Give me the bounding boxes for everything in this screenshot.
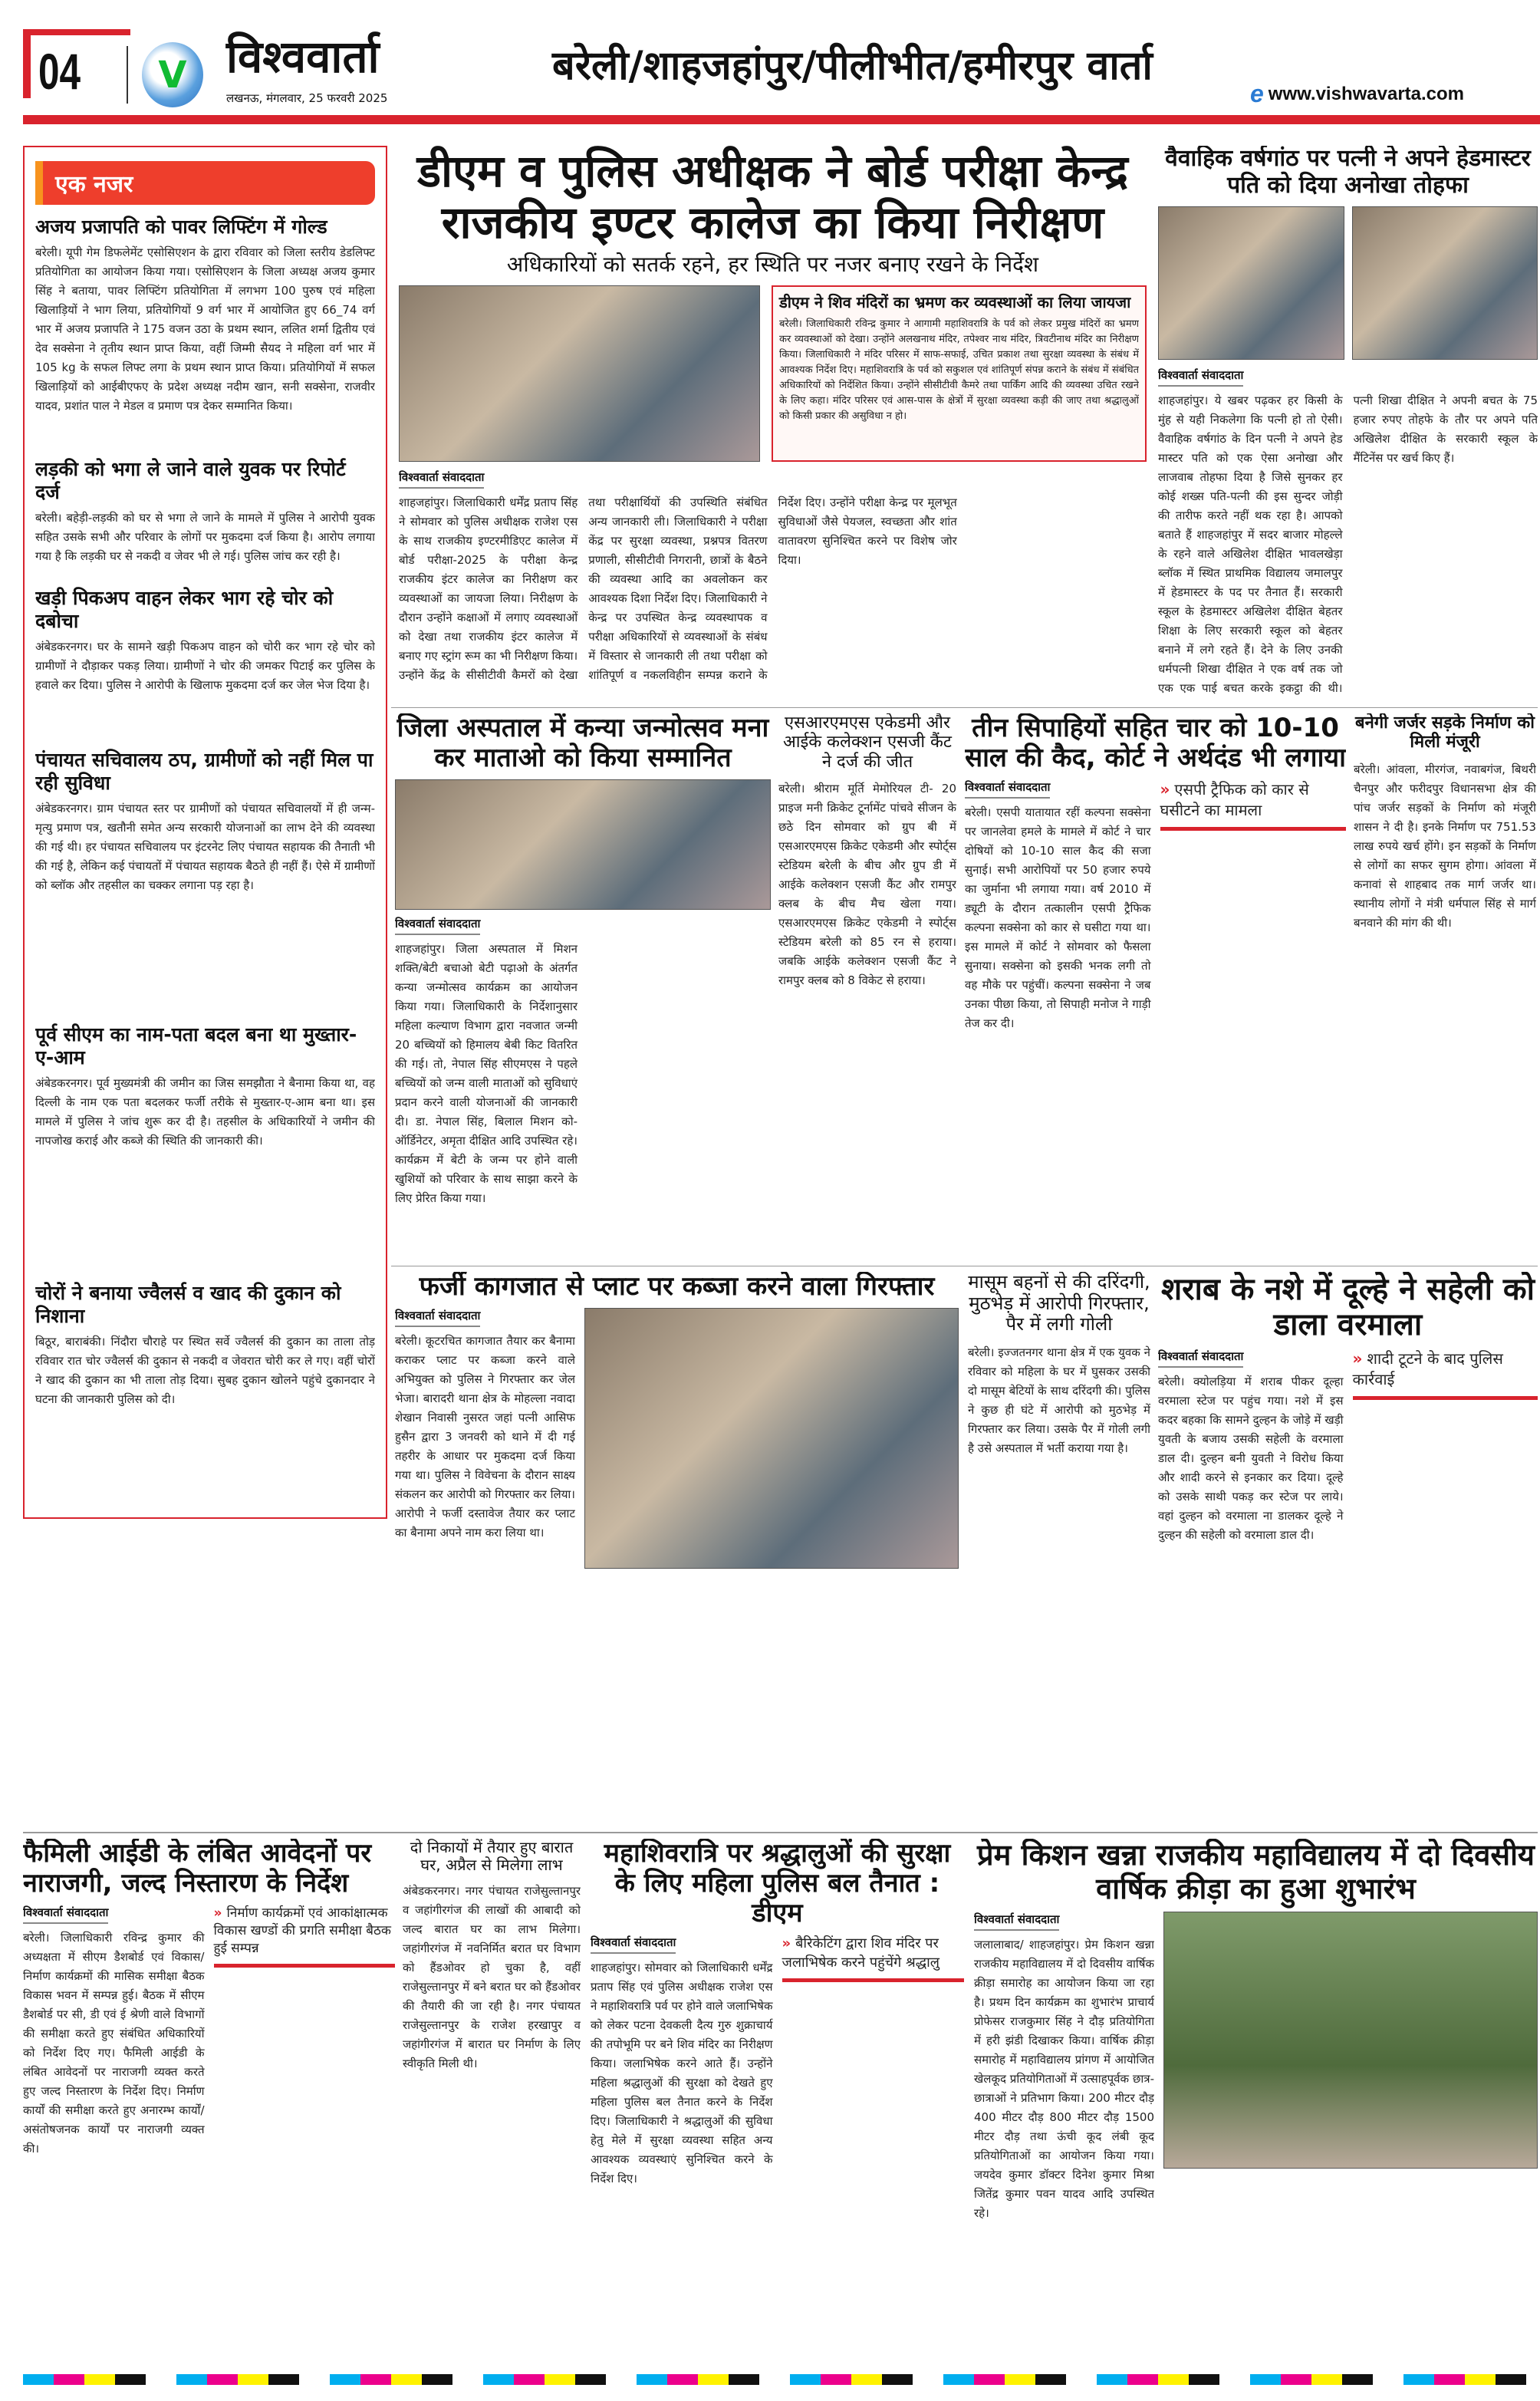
lead-subhead: अधिकारियों को सतर्क रहने, हर स्थिति पर नजर बनाए रखने के निर्देश: [506, 252, 1039, 278]
court-headline: तीन सिपाहियों सहित चार को 10-10 साल की कैद, कोर्ट ने अर्थदंड भी लगाया: [965, 713, 1346, 774]
hospital-body-wrap: [395, 916, 771, 1260]
cricket-story: [778, 713, 956, 1260]
brief-cm-land: [35, 1019, 375, 1277]
sports-day-body: जलालाबाद/ शाहजहांपुर। प्रेम किशन खन्ना राजकीय महाविद्यालय में दो दिवसीय वार्षिक क्रीड़ा समारोह का आयोजन किया जा रहा है। प्रथम दिन कार्यक्रम का शुभारंभ प्राचार्य प्रोफेसर राजकुमार सिंह ने दौड़ प्रतियोगिता में हरी झंडी दिखाकर किया। वार्षिक क्रीड़ा समारोह में महाविद्यालय प्रांगण में आयोजित खेलकूद प्रतियोगिताओं में उत्साहपूर्वक छात्र-छात्राओं ने प्रतिभाग किया। 200 मीटर दौड़ 400 मीटर दौड़ 800 मीटर दौड़ 1500 मीटर दौड़ तथा ऊंची कूद लंबी कूद प्रतियोगिताओं का आयोजन किया गया। जयदेव कुमार डॉक्टर दिनेश कुमार मिश्रा जितेंद्र कुमार पवन यादव आदि उपस्थित रहे।: [974, 1938, 1154, 2221]
byline: विश्ववार्ता संवाददाता: [965, 779, 1050, 799]
court-body-wrap: [965, 779, 1151, 1260]
anniversary-photo-1: [1158, 206, 1344, 360]
court-body: बरेली। एसपी यातायात रहीं कल्पना सक्सेना पर जानलेवा हमले के मामले में कोर्ट ने चार दोषियों को 10-10 साल कैद की सजा सुनाई। सभी आरोपियों पर 50 हजार रुपये का जुर्माना भी लगाया गया। वर्ष 2010 में ड्यूटी के दौरान तत्कालीन एसपी ट्रैफिक कल्पना सक्सेना को कार से घसीटा गया था। इस मामले में कोर्ट ने सोमवार को फैसला सुनाया। सक्सेना को इसकी भनक लगी तो वह मौके पर पहुंचीं। कल्पना सक्सेना ने जब उनका पीछा किया, तो सिपाही मनोज ने गाड़ी तेज कर दी।: [965, 805, 1151, 1031]
wedding-columns: [1158, 1349, 1538, 1824]
brief-body: बरेली। बहेड़ी-लड़की को घर से भगा ले जाने के मामले में पुलिस ने आरोपी युवक सहित उसके सभी और परिवार के लोगों पर मुकदमा दर्ज किया है। आरोप लगाया गया है कि लड़की घर से नकदी व जेवर भी ले गई। पुलिस जांच कर रही है।: [35, 510, 375, 563]
pull-text: बैरिकेटिंग द्वारा शिव मंदिर पर जलाभिषेक करने पहुंचेंगे श्रद्धालु: [782, 1935, 939, 1971]
shivratri-headline: महाशिवरात्रि पर श्रद्धालुओं की सुरक्षा के लिए महिला पुलिस बल तैनात : डीएम: [604, 1839, 951, 1929]
chevron-icon: »: [1160, 780, 1170, 799]
fraud-body-wrap: [395, 1308, 575, 1824]
lead-story: [399, 146, 1147, 702]
roads-story: [1354, 713, 1536, 1260]
cricket-body: बरेली। श्रीराम मूर्ति मेमोरियल टी- 20 प्राइज मनी क्रिकेट टूर्नामेंट पांचवे सीजन के छठे दिन सोमवार को ग्रुप बी में एसआरएमएस क्रिकेट एकेडमी और स्पोर्ट्स स्टेडियम बरेली के बीच और ग्रुप डी में आईके कलेक्शन एसजी कैंट और रामपुर क्लब के बीच मैच खेला गया। एसआरएमएस क्रिकेट एकेडमी ने स्पोर्ट्स स्टेडियम बरेली को 85 रन से हराया। जबकि आईके कलेक्शन एसजी कैंट ने रामपुर क्लब को 8 विकेट से हराया।: [778, 781, 956, 987]
brief-headline: पंचायत सचिवालय ठप, ग्रामीणों को नहीं मिल पा रही सुविधा: [35, 749, 373, 795]
box-body: बरेली। जिलाधिकारी रविन्द्र कुमार ने आगामी महाशिवरात्रि के पर्व को लेकर प्रमुख मंदिरों का भ्रमण कर व्यवस्थाओं को देखा। उन्होंने अलखनाथ मंदिर, तपेश्वर नाथ मंदिर, त्रिवटीनाथ मंदिर का निरीक्षण किया। जिलाधिकारी ने मंदिर परिसर में साफ-सफाई, उचित प्रकाश तथा सुरक्षा व्यवस्था के संबंध में आवश्यक निर्देश दिए। महाशिवरात्रि के पर्व को सकुशल एवं शांतिपूर्ण संपन्न कराने के संबंध में संबंधित अधिकारियों को निर्देशित किया। उन्होंने सीसीटीवी कैमरे तथा पार्किंग आदि की व्यवस्था उचित रखने के लिए कहा। मंदिर परिसर एवं आस-पास के क्षेत्रों में सुरक्षा व्यवस्था कड़ी की जाए तथा श्रद्धालुओं को किसी प्रकार की असुविधा न हो।: [779, 318, 1139, 422]
family-id-side-column: [214, 1905, 396, 2366]
sisters-body: बरेली। इज्जतनगर थाना क्षेत्र में एक युवक ने रविवार को महिला के घर में घुसकर उसकी दो मासूम बेटियों के साथ दरिंदगी की। पुलिस ने कुछ ही घंटे में आरोपी को मुठभेड़ में गिरफ्तार कर लिया। उसके पैर में गोली लगी है उसे अस्पताल में भर्ती कराया गया है।: [968, 1345, 1150, 1455]
print-registration-strip: [23, 2374, 1538, 2385]
paper-name: विश्ववार्ता: [226, 31, 380, 83]
sports-day-columns: [974, 1912, 1538, 2366]
nikay-headline: दो निकायों में तैयार हुए बारात घर, अप्रैल से मिलेगा लाभ: [410, 1839, 574, 1874]
wedding-headline: शराब के नशे में दूल्हे ने सहेली को डाला वरमाला: [1160, 1272, 1535, 1342]
brief-theft: [35, 1277, 375, 1504]
shivratri-pull-quote: [782, 1935, 965, 1982]
brief-headline: लड़की को भगा ले जाने वाले युवक पर रिपोर्ट दर्ज: [35, 457, 346, 503]
brief-headline: अजय प्रजापति को पावर लिफ्टिंग में गोल्ड: [35, 216, 327, 238]
brief-ajay: [35, 211, 375, 453]
family-id-columns: [23, 1905, 395, 2366]
anniversary-story: [1158, 146, 1538, 702]
court-columns: [965, 779, 1346, 1260]
shivratri-body: शाहजहांपुर। सोमवार को जिलाधिकारी धर्मेंद्र प्रताप सिंह एवं पुलिस अधीक्षक राजेश एस ने महाशिवरात्रि पर्व पर होने वाले जलाभिषेक को लेकर पटना देवकली दैत्य गुरु शुक्राचार्य की तपोभूमि पर बने शिव मंदिर का निरीक्षण किया। जलाभिषेक करने आते हैं। उन्होंने महिला श्रद्धालुओं की सुरक्षा को देखते हुए महिला पुलिस बल तैनात करने के निर्देश दिए। जिलाधिकारी ने श्रद्धालुओं की सुविधा हेतु मेले में सुरक्षा व्यवस्था सहित अन्य आवश्यक व्यवस्थाएं सुनिश्चित करने के निर्देश दिए।: [591, 1961, 773, 2186]
family-id-pull-quote: [214, 1905, 396, 1968]
brief-pickup: [35, 582, 375, 744]
family-id-story: [23, 1839, 395, 2366]
brief-headline: खड़ी पिकअप वाहन लेकर भाग रहे चोर को दबोचा: [35, 587, 334, 633]
nikay-body: अंबेडकरनगर। नगर पंचायत राजेसुल्तानपुर व जहांगीरगंज की लाखों की आबादी को जल्द बारात घर का लाभ मिलेगा। जहांगीरगंज में नवनिर्मित बरात घर विभाग को हैंडओवर हो चुका है, वहीं राजेसुल्तानपुर में बने बरात घर को हैंडओवर की तैयारी की जा रही है। नगर पंचायत राजेसुल्तानपुर के राजेश हरखापुर व जहांगीरगंज में बारात घर निर्माण के लिए स्वीकृति मिली थी।: [403, 1884, 581, 2070]
lead-body: शाहजहांपुर। जिलाधिकारी धर्मेंद्र प्रताप सिंह ने सोमवार को पुलिस अधीक्षक राजेश एस के साथ राजकीय इण्टरमीडिएट कालेज में बोर्ड परीक्षा-2025 के परीक्षा केन्द्र राजकीय इंटर कालेज का निरीक्षण कर व्यवस्थाओं का जायजा लिया। निरीक्षण के दौरान उन्होंने कक्षाओं में लगाए व्यवस्थाओं को देखा तथा राजकीय इंटर कालेज में बनाए गए स्ट्रांग रूम का भी निरीक्षण किया। उन्होंने केंद्र के सीसीटीवी कैमरों को देखा तथा परीक्षार्थियों की उपस्थिति संबंधित अन्य जानकारी ली। जिलाधिकारी ने परीक्षा केंद्र पर सुरक्षा व्यवस्था, प्रश्नपत्र वितरण प्रणाली, सीसीटीवी निगरानी, छात्रों के बैठने की व्यवस्था आदि का अवलोकन कर आवश्यक दिशा निर्देश दिए। जिलाधिकारी ने केन्द्र पर उपस्थित केन्द्र व्यवस्थापक व परीक्षा अधिकारियों से व्यवस्थाओं के संबंध में विस्तार से जानकारी ली तथा परीक्षा को शांतिपूर्ण व नकलविहीन सम्पन्न कराने के निर्देश दिए। उन्होंने परीक्षा केन्द्र पर मूलभूत सुविधाओं जैसे पेयजल, स्वच्छता और शांत वातावरण सुनिश्चित करने पर विशेष जोर दिया।: [399, 495, 957, 682]
row-divider: [391, 707, 1538, 708]
brief-girl: [35, 453, 375, 583]
anniversary-headline: वैवाहिक वर्षगांठ पर पत्नी ने अपने हेडमास्टर पति को दिया अनोखा तोहफा: [1165, 146, 1531, 199]
shivratri-columns: [591, 1935, 964, 2366]
fraud-photo: [584, 1308, 959, 1569]
ek-nazar-column: [23, 146, 387, 1519]
fraud-columns: [395, 1308, 959, 1824]
wedding-story: [1158, 1272, 1538, 1824]
fraud-headline: फर्जी कागजात से प्लाट पर कब्जा करने वाला गिरफ्तार: [419, 1272, 935, 1302]
hospital-story: [395, 713, 771, 1260]
nikay-story: [403, 1839, 581, 2366]
byline: विश्ववार्ता संवाददाता: [974, 1912, 1059, 1931]
header-divider: [127, 46, 128, 104]
shivratri-story: [591, 1839, 964, 2366]
byline: विश्ववार्ता संवाददाता: [591, 1935, 676, 1954]
wedding-body: बरेली। क्योलड़िया में शराब पीकर दूल्हा वरमाला स्टेज पर पहुंच गया। नशे में इस कदर बहका कि सामने दुल्हन के जोड़े में खड़ी युवती के बजाय उसकी सहेली के वरमाला डाल दी। दुल्हन बनी युवती ने विरोध किया और शादी करने से इनकार कर दिया। दूल्हे को उसके साथी पकड़ कर स्टेज पर लाये। वहां दुल्हन को वरमाला ना डालकर दूल्हे ने दुल्हन की सहेली को वरमाला डाल दी।: [1158, 1375, 1344, 1542]
court-story: [965, 713, 1346, 1260]
brief-body: बरेली। यूपी गेम डिफलेमेंट एसोसिएशन के द्वारा रविवार को जिला स्तरीय डेडलिफ्ट प्रतियोगिता का आयोजन किया गया। एसोसिएशन के जिला अध्यक्ष अजय कुमार सिंह ने बताया, पावर लिफ्टिंग प्रतियोगिता में लगभग 100 पुरुष एवं महिला खिलाड़ियों ने भाग लिया, प्रतियोगियों 9 वर्ग भार में आयोजित हुए 66_74 वर्ग भार में अजय प्रजापति ने 175 वजन उठा के प्रथम स्थान, ललित शर्मा द्वितीय एवं देव सक्सेना ने तृतीय स्थान प्राप्त किया, वहीं जिम्मी सैयद ने महिला वर्ग भार में 105 kg के सफल लिफ्ट लगा के प्रथम स्थान प्राप्त किया। प्रतियोगियों में सफल खिलाड़ियों को आईबीएफए के प्रदेश अध्यक्ष नदीम खान, सनी सक्सेना, राजवीर यादव, प्रशांत पाल ने मेडल व प्रमाण पत्र देकर सम्मानित किया।: [35, 245, 375, 413]
chevron-icon: »: [782, 1935, 791, 1952]
sports-day-photo: [1163, 1912, 1538, 2169]
cricket-headline: एसआरएमएस एकेडमी और आईके कलेक्शन एसजी कैंट ने दर्ज की जीत: [782, 713, 952, 772]
lead-photo: [399, 285, 760, 462]
brief-body: बिठूर, बाराबंकी। निंदौरा चौराहे पर स्थित सर्वे ज्वैलर्स की दुकान का ताला तोड़ रविवार रात चोर ज्वैलर्स की दुकान से नकदी व जेवरात चोरी कर ले गए। वहीं चोरों ने खाद की दुकान का भी ताला तोड़ दिया। सुबह दुकान खोलने पहुंचे दुकानदार ने घटना की जानकारी पुलिस को दी।: [35, 1335, 375, 1407]
hospital-photo: [395, 779, 771, 910]
wedding-body-wrap: [1158, 1349, 1344, 1824]
sports-day-headline: प्रेम किशन खन्ना राजकीय महाविद्यालय में दो दिवसीय वार्षिक क्रीड़ा का हुआ शुभारंभ: [977, 1839, 1535, 1905]
family-id-headline: फैमिली आईडी के लंबित आवेदनों पर नाराजगी, जल्द निस्तारण के निर्देश: [23, 1839, 372, 1899]
brief-body: अंबेडकरनगर। घर के सामने खड़ी पिकअप वाहन को चोरी कर भाग रहे चोर को ग्रामीणों ने दौड़ाकर पकड़ लिया। ग्रामीणों ने चोर की जमकर पिटाई कर पुलिस के हवाले कर दिया। पुलिस ने आरोपी के खिलाफ मुकदमा दर्ज कर जेल भेज दिया है।: [35, 640, 375, 693]
fraud-story: [395, 1272, 959, 1824]
byline: विश्ववार्ता संवाददाता: [23, 1905, 108, 1924]
byline: विश्ववार्ता संवाददाता: [1158, 367, 1243, 387]
shivratri-body-wrap: [591, 1935, 773, 2366]
brief-body: अंबेडकरनगर। पूर्व मुख्यमंत्री की जमीन का जिस समझौता ने बैनामा किया था, वह दिल्ली के नाम एक पता बदलकर फर्जी तरीके से मुख्तार-ए-आम बना था। इस मामले में पुलिस ने जांच शुरू कर दी है। तहसील के अधिकारियों ने जमीन की नापजोख कराई और कब्जे की स्थिति की जानकारी की।: [35, 1076, 375, 1148]
header-accent: [23, 29, 31, 98]
anniversary-photos: [1158, 206, 1538, 360]
byline: विश्ववार्ता संवाददाता: [395, 1308, 480, 1327]
lead-body-wrap: [399, 469, 1147, 702]
anniversary-photo-2: [1352, 206, 1538, 360]
shivratri-side-column: [782, 1935, 965, 2366]
edition-title: बरेली/शाहजहांपुर/पीलीभीत/हमीरपुर वार्ता: [552, 43, 1153, 89]
hospital-body: शाहजहांपुर। जिला अस्पताल में मिशन शक्ति/बेटी बचाओ बेटी पढ़ाओ के अंतर्गत कन्या जन्मोत्सव कार्यक्रम का आयोजन किया गया। जिलाधिकारी के निर्देशानुसार महिला कल्याण विभाग द्वारा नवजात जन्मी 20 बच्चियों को हिमालय बेबी किट वितरित की गई। तो, नेपाल सिंह सीएमएस ने पहले बच्चियों को जन्म वाली माताओं को सुविधाएं प्रदान करने वाली योजनाओं की जानकारी दी। डा. नेपाल सिंह, बिलाल मिशन को-ऑर्डिनेटर, अमृता दीक्षित आदि उपस्थित रहे। कार्यक्रम में बेटी के जन्म पर होने वाली खुशियों को परिवार के साथ साझा करने के लिए प्रेरित किया गया।: [395, 942, 578, 1206]
pull-text: निर्माण कार्यक्रमों एवं आकांक्षात्मक विकास खण्डों की प्रगति समीक्षा बैठक हुई सम्पन्न: [213, 1905, 391, 1957]
anniversary-body-wrap: [1158, 367, 1538, 702]
byline: विश्ववार्ता संवाददाता: [395, 916, 480, 935]
byline: विश्ववार्ता संवाददाता: [399, 469, 484, 489]
pull-text: एसपी ट्रैफिक को कार से घसीटने का मामला: [1160, 780, 1309, 820]
website-link[interactable]: e www.vishwavarta.com: [1250, 80, 1465, 107]
temple-inspection-box: [772, 285, 1147, 462]
browser-icon: e: [1250, 80, 1264, 107]
sisters-story: [968, 1272, 1150, 1824]
row-divider: [23, 1832, 1538, 1833]
court-body-cont: [1160, 837, 1347, 1260]
chevron-icon: »: [1352, 1349, 1363, 1368]
family-id-body-wrap: [23, 1905, 205, 2366]
pull-text: शादी टूटने के बाद पुलिस कार्रवाई: [1352, 1349, 1503, 1388]
brief-headline: चोरों ने बनाया ज्वैलर्स व खाद की दुकान को निशाना: [35, 1282, 341, 1328]
byline: विश्ववार्ता संवाददाता: [1158, 1349, 1243, 1368]
header-rule: [23, 115, 1540, 124]
roads-body: बरेली। आंवला, मीरगंज, नवाबगंज, बिथरी चैनपुर और फरीदपुर विधानसभा क्षेत्र की पांच जर्जर सड़कों के निर्माण को मंजूरी शासन ने दी है। इनके निर्माण पर 751.53 लाख रुपये खर्च होंगे। इन सड़कों के निर्माण से लोगों का सफर सुगम होगा। आंवला में कनावां से शाहबाद तक मार्ग जर्जर था। स्थानीय लोगों ने मंत्री धर्मपाल सिंह से मार्ग बनवाने की मांग की थी।: [1354, 762, 1536, 930]
sisters-headline: मासूम बहनों से की दरिंदगी, मुठभेड़ में आरोपी गिरफ्तार, पैर में लगी गोली: [968, 1272, 1150, 1336]
roads-headline: बनेगी जर्जर सड़के निर्माण को मिली मंजूरी: [1355, 713, 1535, 753]
logo-icon: V: [142, 42, 203, 107]
page-number: 04: [38, 43, 81, 100]
fraud-photo-column: [584, 1308, 959, 1824]
lead-headline: डीएम व पुलिस अधीक्षक ने बोर्ड परीक्षा केन्द्र राजकीय इण्टर कालेज का किया निरीक्षण: [417, 146, 1128, 249]
wedding-side-column: [1353, 1349, 1538, 1824]
dateline: लखनऊ, मंगलवार, 25 फरवरी 2025: [226, 91, 388, 105]
brief-body: अंबेडकरनगर। ग्राम पंचायत स्तर पर ग्रामीणों को पंचायत सचिवालयों में ही जन्म-मृत्यु प्रमाण पत्र, खतौनी समेत अन्य सरकारी योजनाओं का लाभ देने की व्यवस्था की गई थी। हर पंचायत सचिवालय पर इंटरनेट लिए पंचायत सहायक की तैनाती भी की गई है, लेकिन कई पंचायतों में पंचायत सहायक बैठते ही नहीं हैं। ऐसे में ग्रामीणों को ब्लॉक और तहसील का चक्कर लगाना पड़ रहा है।: [35, 802, 375, 893]
wedding-pull-quote: [1353, 1349, 1538, 1400]
header-accent-top: [23, 29, 130, 35]
section-label: एक नजर: [35, 161, 375, 205]
lead-media-row: [399, 285, 1147, 462]
brief-panchayat: [35, 744, 375, 1019]
box-headline: डीएम ने शिव मंदिरों का भ्रमण कर व्यवस्थाओं का लिया जायजा: [779, 292, 1131, 311]
fraud-body: बरेली। कूटरचित कागजात तैयार कर बैनामा कराकर प्लाट पर कब्जा करने वाले अभियुक्त को पुलिस ने गिरफ्तार कर जेल भेजा। बारादरी थाना क्षेत्र के मोहल्ला नवादा शेखान निवासी नुसरत जहां पत्नी आसिफ हुसैन द्वारा 3 जनवरी को थाने में दी गई तहरीर के आधार पर मुकदमा दर्ज किया गया था। पुलिस ने विवेचना के दौरान साक्ष्य संकलन कर आरोपी को गिरफ्तार कर लिया। आरोपी ने फर्जी दस्तावेज तैयार कर प्लाट का बैनामा अपने नाम करा लिया था।: [395, 1334, 575, 1540]
brief-headline: पूर्व सीएम का नाम-पता बदल बना था मुख्तार-ए-आम: [35, 1023, 357, 1069]
hospital-headline: जिला अस्पताल में कन्या जन्मोत्सव मना कर माताओ को किया सम्मानित: [397, 713, 769, 774]
family-id-body: बरेली। जिलाधिकारी रविन्द्र कुमार की अध्यक्षता में सीएम डैशबोर्ड एवं विकास/निर्माण कार्यक्रमों की मासिक समीक्षा बैठक विकास भवन में सम्पन्न हुई। बैठक में सीएम डैशबोर्ड पर सी, डी एवं ई श्रेणी वाले विभागों की समीक्षा करते हुए संबंधित अधिकारियों को निर्देश दिए गए। फैमिली आईडी के लंबित आवेदनों पर नाराजगी व्यक्त करते हुए जल्द निस्तारण के निर्देश दिए। निर्माण कार्यों की समीक्षा करते हुए अनारम्भ कार्यों/असंतोषजनक कार्यों पर नाराजगी व्यक्त की।: [23, 1931, 205, 2156]
court-side-column: [1160, 779, 1347, 1260]
anniversary-body: शाहजहांपुर। ये खबर पढ़कर हर किसी के मुंह से यही निकलेगा कि पत्नी हो तो ऐसी। वैवाहिक वर्षगांठ के दिन पत्नी ने अपने हेड मास्टर पति को एक ऐसा अनोखा और लाजवाब तोहफा दिया है जिसे सुनकर हर कोई शख्स पति-पत्नी की इस सुन्दर जोड़ी की तारीफ करते नहीं थक रहा है। आपको बताते हैं शाहजहांपुर में सदर बाजार मोहल्ले के रहने वाले अखिलेश दीक्षित भावलखेड़ा ब्लॉक में स्थित प्राथमिक विद्यालय जमालपुर में हेडमास्टर के पद पर तैनात हैं। सरकारी स्कूल के हेडमास्टर अखिलेश दीक्षित बेहतर शिक्षा के लिए सरकारी स्कूल को बेहतर बनाने में लगे रहते हैं। देने के लिए उनकी धर्मपत्नी शिखा दीक्षित ने एक वर्ष तक जो एक एक पाई बचत करके इकट्ठा की थी। पत्नी शिखा दीक्षित ने अपनी बचत के 75 हजार रुपए तोहफे के तौर पर अपने पति अखिलेश दीक्षित के सरकारी स्कूल के मैंटिनेंस पर खर्च किए हैं।: [1158, 394, 1538, 695]
sports-day-photo-column: [1163, 1912, 1538, 2366]
sports-day-body-wrap: [974, 1912, 1154, 2366]
court-pull-quote: [1160, 779, 1347, 831]
chevron-icon: »: [213, 1905, 222, 1922]
sports-day-story: [974, 1839, 1538, 2366]
